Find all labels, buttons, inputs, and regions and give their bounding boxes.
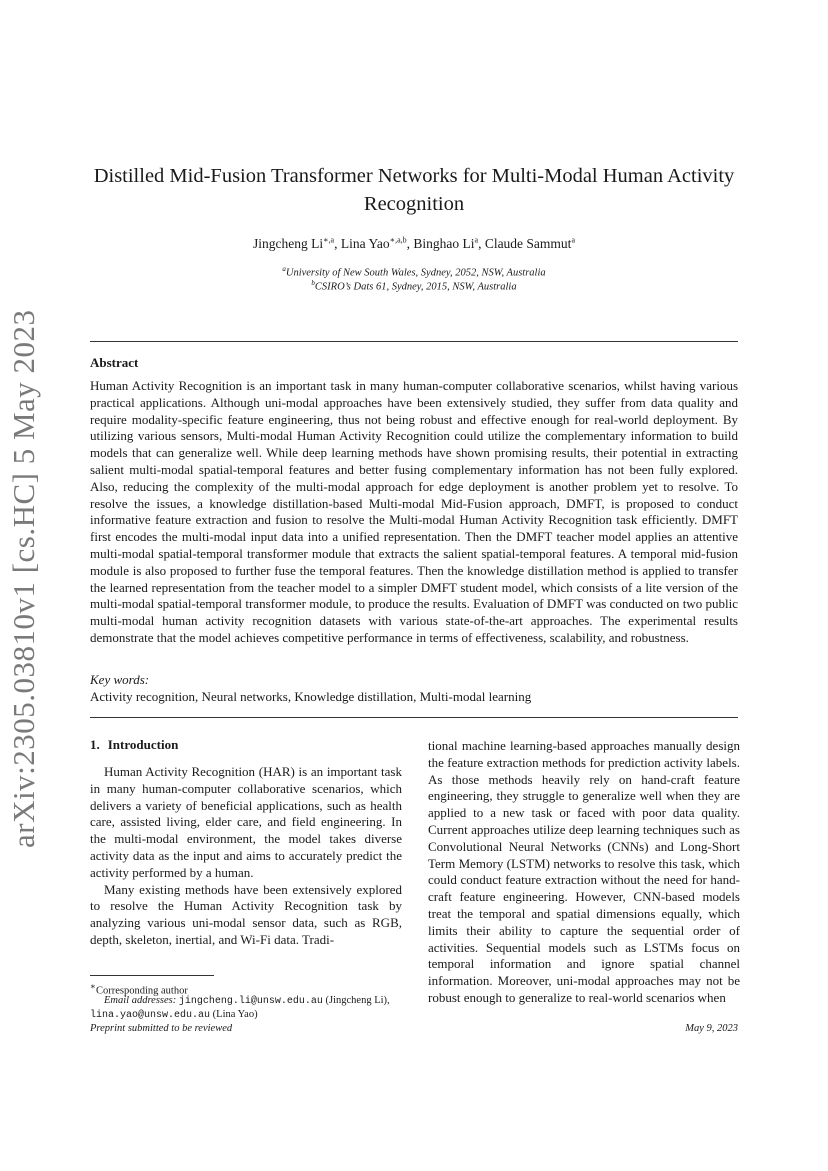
affiliation-b: $^b$CSIRO’s Dats 61, Sydney, 2015, NSW, Australia [311,279,517,293]
abstract-body: Human Activity Recognition is an important task in many human-computer collaborative scenarios, whilst having various practical applications. Although uni-modal approaches have been extensively studied, they suffer from data quality and require modality-specific feature engineering, thus not being robust and effective enough for real-world deployment. By utilizing various sensors, Multi-modal Human Activity Recognition could utilize the complementary information to build models that can generalize well. While deep learning methods have shown promising results, their potential in extracting salient multi-modal spatial-temporal features and better fusing complementary information has not been fully explored. Also, reducing the complexity of the multi-modal approach for edge deployment is another problem yet to resolve. To resolve the issues, a knowledge distillation-based Multi-modal Mid-Fusion approach, DMFT, is proposed to conduct informative feature extraction and fusion to resolve the Multi-modal Human Activity Recognition task efficiently. DMFT first encodes the multi-modal input data into a unified representation. Then the DMFT teacher model applies an attentive multi-modal spatial-temporal transformer module that extracts the salient spatial-temporal features. A temporal mid-fusion module is also proposed to further fuse the temporal features. Then the knowledge distillation method is applied to transfer the learned representation from the teacher model to a simpler DMFT student model, which consists of a lite version of the multi-modal spatial-temporal transformer module, to produce the results. Evaluation of DMFT was conducted on two public multi-modal human activity recognition datasets with various state-of-the-art approaches. The experimental results demonstrate that the model achieves competitive performance in terms of effectiveness, scalability, and robustness. [90,378,738,645]
top-divider [90,341,738,342]
keywords-list: Activity recognition, Neural networks, Knowledge distillation, Multi-modal learning [90,689,532,704]
keywords-heading: Key words: [90,672,150,687]
intro-paragraph-continued: tional machine learning-based approaches manually design the feature extraction methods for prediction activity labels. As those methods heavily rely on hand-craft feature engineering, they struggle to generalize well when they are applied to a new task or faced with poor data quality. Current approaches utilize deep learning techniques such as Convolutional Neural Networks (CNNs) and Long-Short Term Memory (LSTM) networks to resolve this task, which could conduct feature extraction without the need for hand-craft feature engineering. However, CNN-based models treat the temporal and spatial dimensions equally, which limits their ability to capture the sequential order of activities. Sequential models such as LSTMs focus on temporal information and ignore spatial channel information. Moreover, uni-modal approaches may not be robust enough to generalize to real-world scenarios when [428,738,740,1005]
footnote-emails: Email addresses: jingcheng.li@unsw.edu.au (Jingcheng Li), lina.yao@unsw.edu.au (Lina Yao) [90,995,390,1021]
intro-right-column [428,738,740,1007]
author-3: Binghao Li$^a$, [413,235,485,251]
intro-paragraph-1: Human Activity Recognition (HAR) is an important task in many human-computer collaborative scenarios, which delivers a variety of beneficial applications, such as health care, assisted living, elder care, and field engineering. In the multi-modal environment, the model takes diverse activity data as the input and aims to accurately predict the activity performed by a human. [90,764,402,880]
section-heading [90,737,178,753]
author-1: Jingcheng $Li^{∗,a}$, [252,235,341,251]
affiliation-a: $^a$University of New South Wales, Sydney, 2052, NSW, Australia [282,265,546,279]
intro-paragraph-2: Many existing methods have been extensively explored to resolve the Human Activity Recognition task by analyzing various uni-modal sensor data, such as RGB, depth, skeleton, inertial, and Wi-Fi data. Tradi- [90,881,402,947]
email-link-1[interactable]: jingcheng.li@unsw.edu.au [178,996,323,1007]
author-list [90,235,738,252]
author-4: Claude Sammut$^a$ [484,235,575,251]
arxiv-identifier: arXiv:2305.03810v1 [cs.HC] 5 May 2023 [6,309,41,848]
section-title: Introduction [107,737,179,752]
author-2: Lina Yao$^{∗,a,b}$, [340,235,414,251]
bottom-divider [90,717,738,718]
footnote-divider [90,975,214,976]
preprint-note: Preprint submitted to be reviewed [90,1023,233,1034]
abstract-heading: Abstract [90,355,139,370]
email-link-2[interactable]: lina.yao@unsw.edu.au [90,1010,211,1021]
paper-title: Distilled Mid-Fusion Transformer Networks for Multi-Modal Human Activity Recognition [93,165,735,215]
footnote-corresponding: ∗Corresponding author [90,981,188,997]
section-number: 1. [90,737,100,752]
intro-left-column [90,764,402,949]
footer-date: May 9, 2023 [685,1023,738,1034]
